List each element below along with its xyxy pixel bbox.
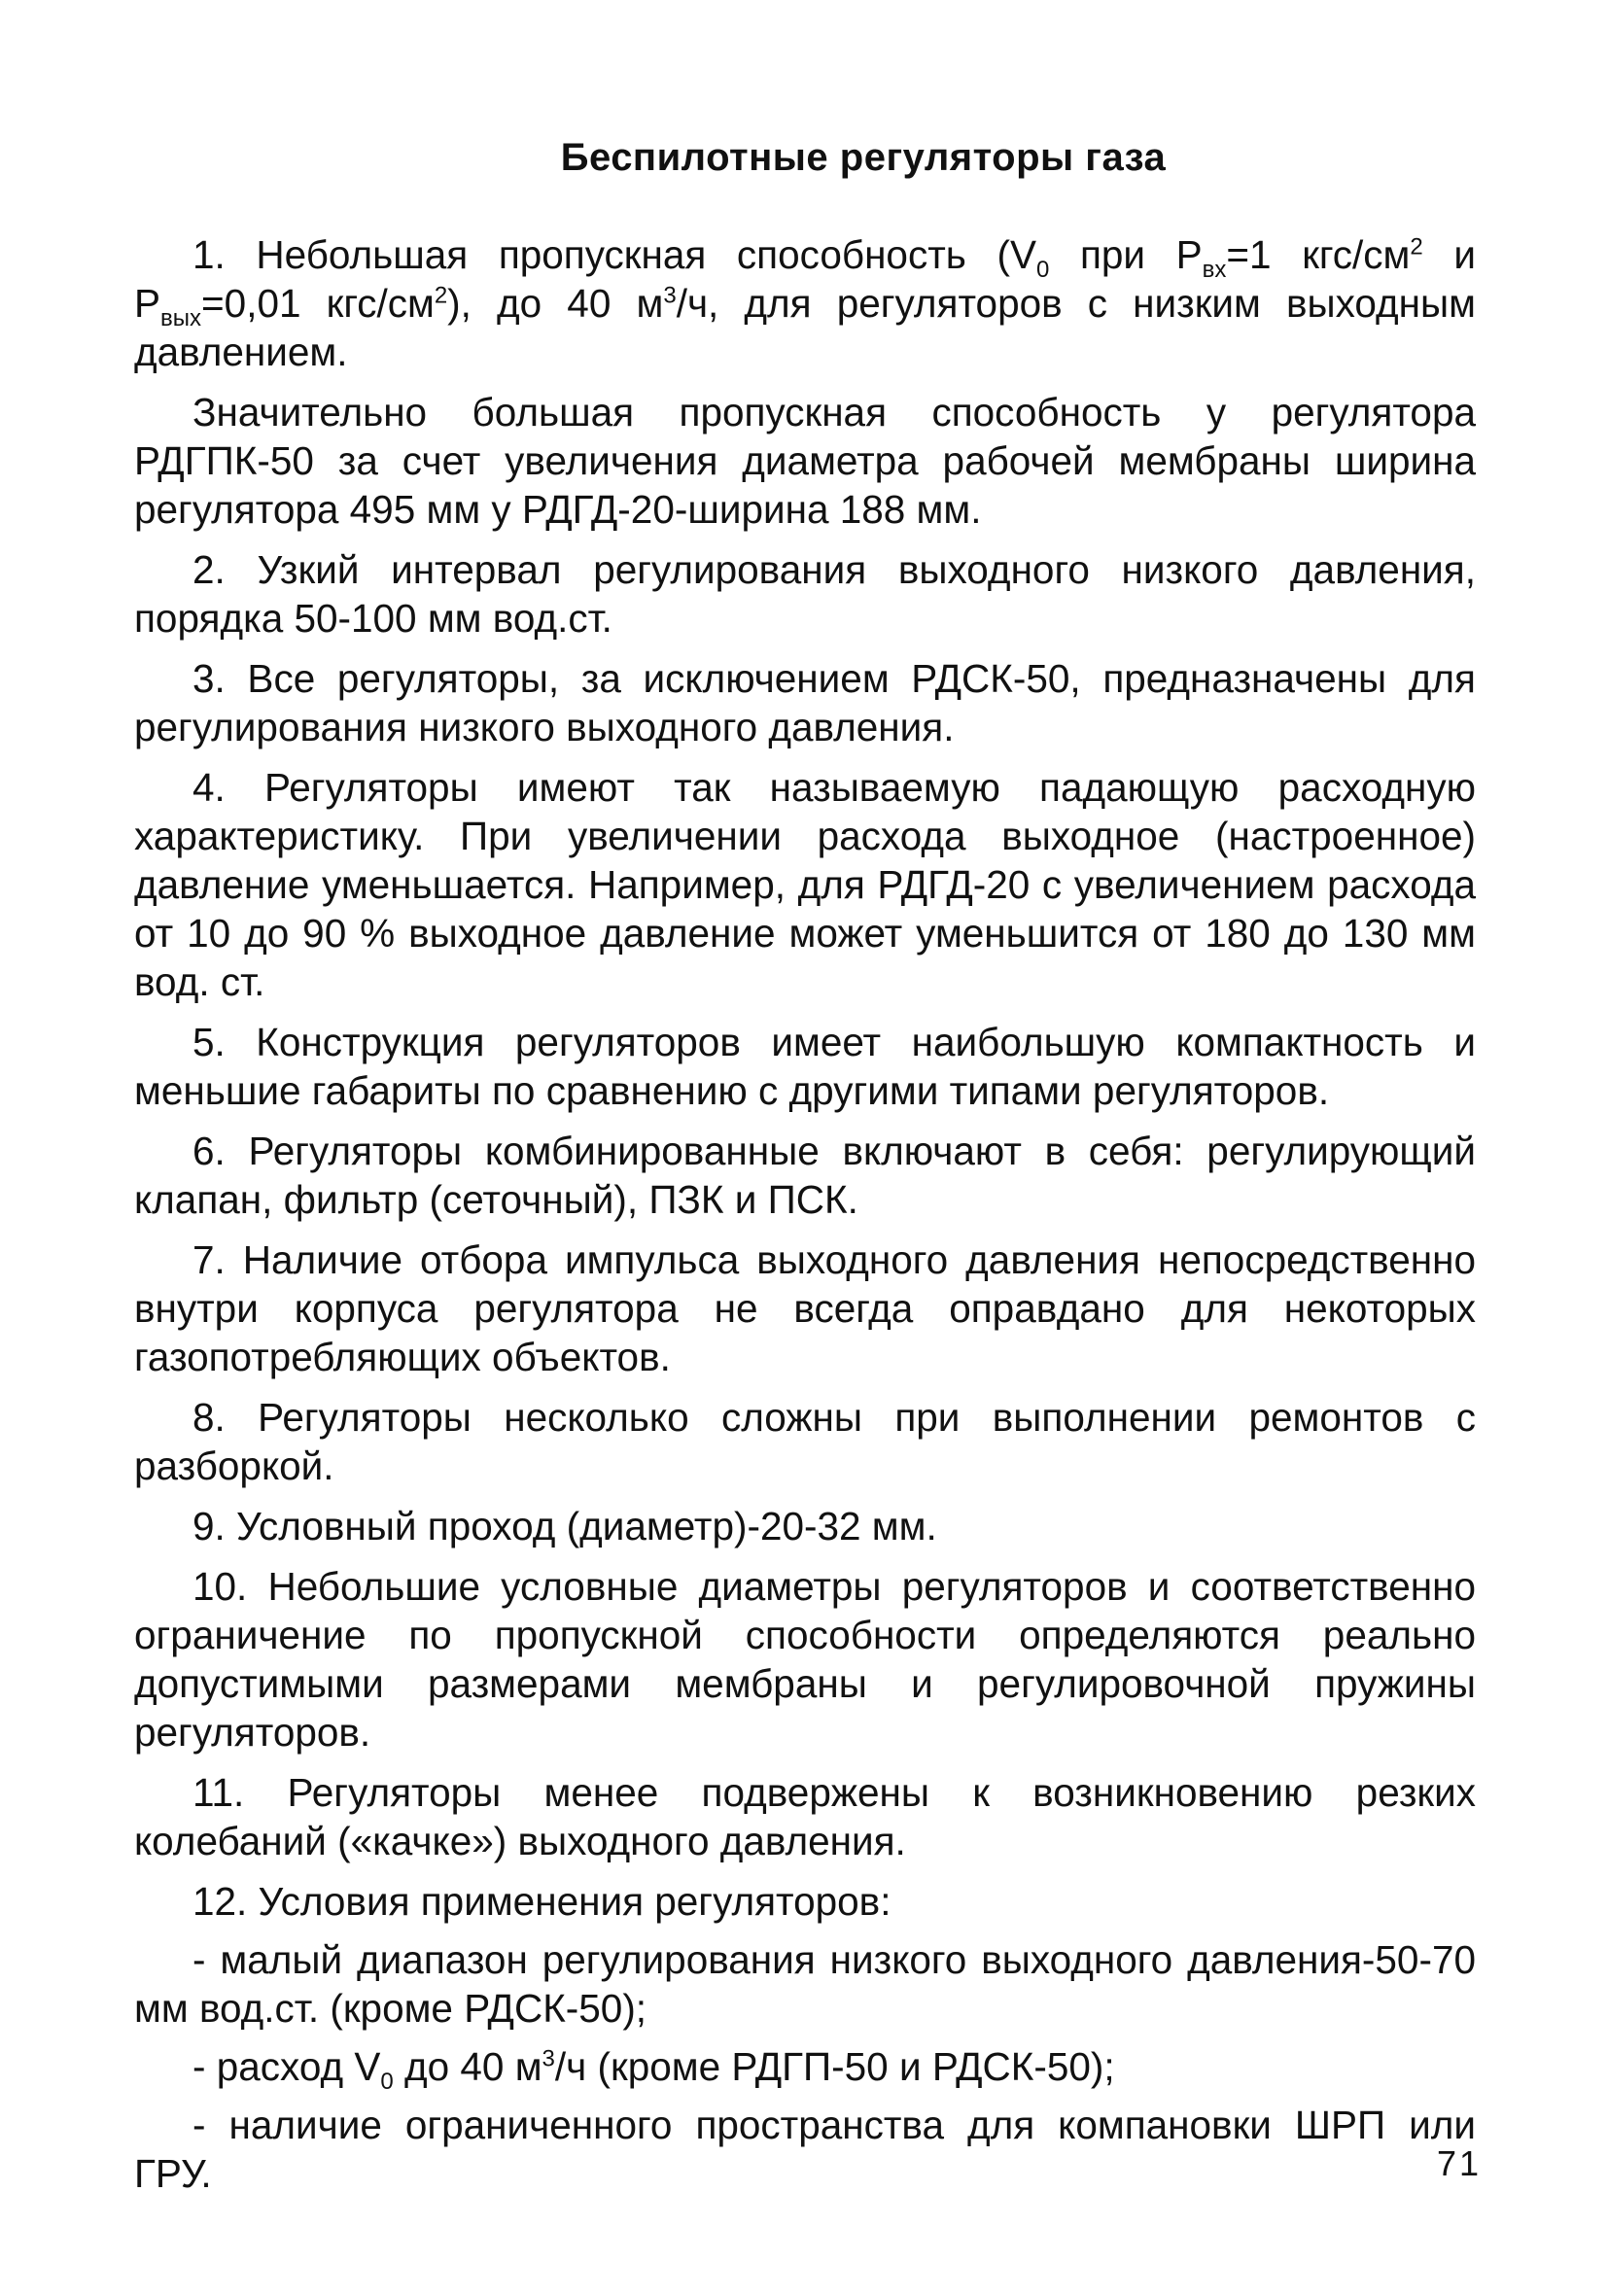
paragraph-item-4: 4. Регуляторы имеют так называемую падающую расходную характеристику. При увеличении расхода выходное (настроенное) давление уменьшается. Например, для РДГД-20 с увеличением расхода от 10 до 90 % выходное давление может уменьшится от 180 до 130 мм вод. ст. xyxy=(134,765,1476,1004)
p1-sup-1: 2 xyxy=(1410,233,1423,261)
p1-sup-3: 3 xyxy=(663,282,677,309)
document-page xyxy=(134,136,1476,2208)
bullet-item-1: - малый диапазон регулирования низкого выходного давления-50-70 мм вод.ст. (кроме РДСК-50); xyxy=(134,1937,1476,2031)
paragraph-item-12: 12. Условия применения регуляторов: xyxy=(192,1879,891,1924)
b2-text-c: /ч (кроме РДГП-50 и РДСК-50); xyxy=(554,2044,1115,2089)
b2-sub-v0: 0 xyxy=(380,2069,394,2096)
b2-sup-3: 3 xyxy=(542,2045,555,2072)
p1-sub-v0: 0 xyxy=(1035,257,1050,284)
paragraph-item-5: 5. Конструкция регуляторов имеет наибольшую компактность и меньшие габариты по сравнению с другими типами регуляторов. xyxy=(134,1020,1476,1113)
p1-sub-in: вх xyxy=(1202,257,1227,284)
paragraph-item-8: 8. Регуляторы несколько сложны при выполнении ремонтов с разборкой. xyxy=(134,1395,1476,1488)
p1-text-e: =0,01 кгс/см xyxy=(201,281,435,326)
b2-text-a: - расход V xyxy=(192,2044,381,2089)
p1-sup-2: 2 xyxy=(434,282,448,309)
paragraph-item-3: 3. Все регуляторы, за исключением РДСК-50, предназначены для регулирования низкого выходного давления. xyxy=(134,656,1476,749)
p1-text-c: =1 кгс/см xyxy=(1226,232,1411,277)
paragraph-item-11: 11. Регуляторы менее подвержены к возникновению резких колебаний («качке») выходного давления. xyxy=(134,1770,1476,1863)
bullet-item-3: - наличие ограниченного пространства для компановки ШРП или ГРУ. xyxy=(134,2103,1476,2196)
p1-text-f: ), до 40 м xyxy=(447,281,664,326)
paragraph-item-6: 6. Регуляторы комбинированные включают в себя: регулирующий клапан, фильтр (сеточный), ПЗК и ПСК. xyxy=(134,1129,1476,1222)
p1-text-d: и Р xyxy=(134,232,1476,326)
p1-text-b: при Р xyxy=(1049,232,1203,277)
page-number: 71 xyxy=(1437,2143,1483,2183)
p1-text-a: 1. Небольшая пропускная способность (V xyxy=(192,232,1036,277)
page-title: Беспилотные регуляторы газа xyxy=(560,136,1167,179)
b2-text-b: до 40 м xyxy=(393,2044,542,2089)
paragraph-item-2: 2. Узкий интервал регулирования выходного низкого давления, порядка 50-100 мм вод.ст. xyxy=(134,547,1476,641)
paragraph-item-10: 10. Небольшие условные диаметры регуляторов и соответственно ограничение по пропускной способности определяются реально допустимыми размерами мембраны и регулировочной пружины регуляторов. xyxy=(134,1564,1476,1755)
paragraph-item-1 xyxy=(134,230,1476,376)
paragraph-item-9: 9. Условный проход (диаметр)-20-32 мм. xyxy=(192,1504,937,1548)
p1-text-g: /ч, для регуляторов с низким выходным давлением. xyxy=(134,281,1477,374)
bullet-item-2 xyxy=(134,2042,1476,2096)
p1-sub-out: вых xyxy=(160,305,202,332)
paragraph-item-7: 7. Наличие отбора импульса выходного давления непосредственно внутри корпуса регулятора не всегда оправдано для некоторых газопотребляющих объектов. xyxy=(134,1237,1476,1379)
paragraph-capacity-note: Значительно большая пропускная способность у регулятора РДГПК-50 за счет увеличения диаметра рабочей мембраны ширина регулятора 495 мм у РДГД-20-ширина 188 мм. xyxy=(134,390,1476,532)
